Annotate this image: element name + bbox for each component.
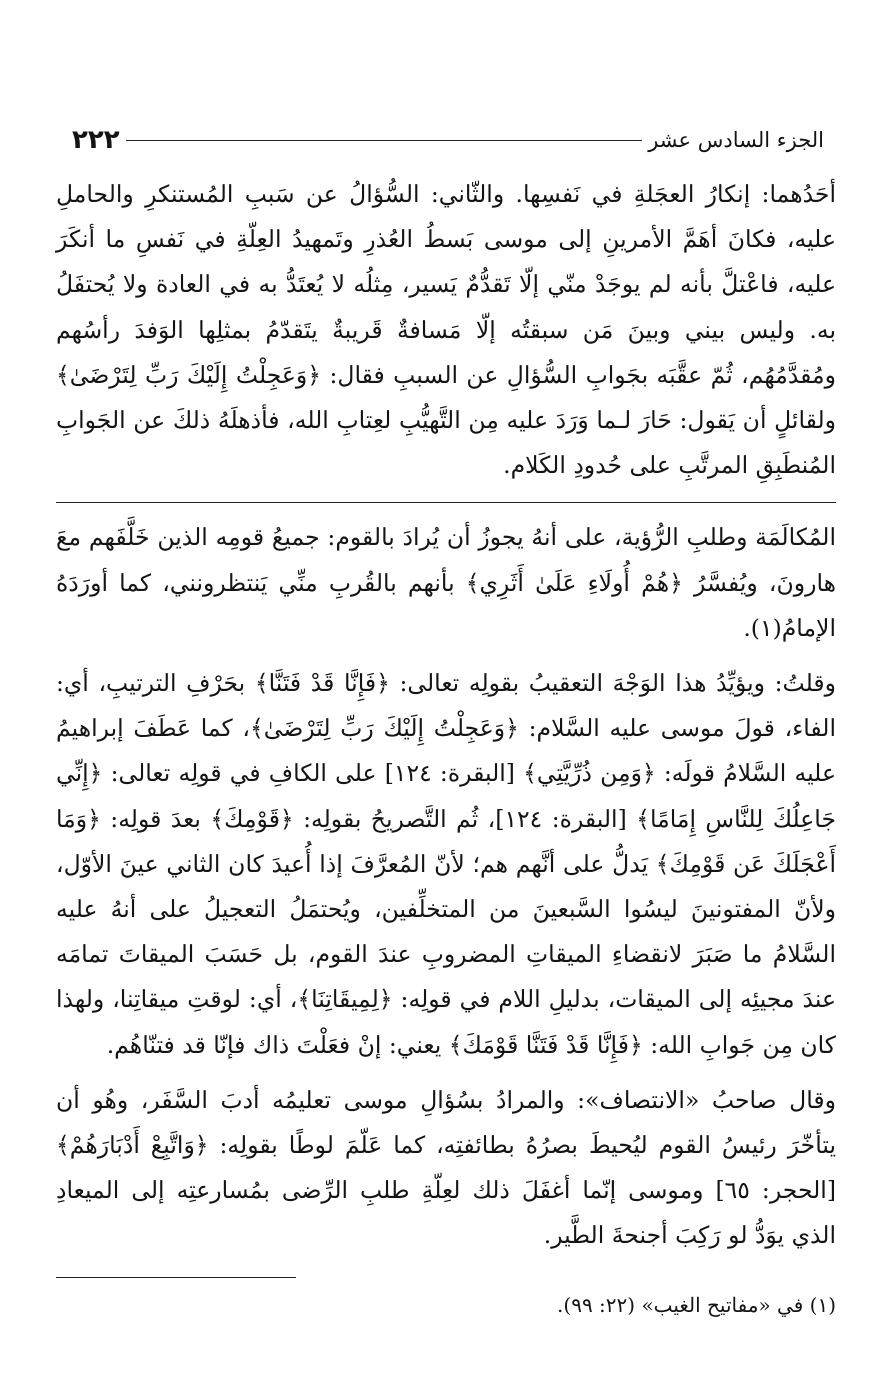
page-header [56, 118, 836, 162]
footnote: (١) في «مفاتيح الغيب» (٢٢: ٩٩). [557, 1292, 836, 1317]
running-title: الجزء السادس عشر [648, 128, 824, 152]
book-page [56, 118, 836, 1358]
commentary-paragraph-3: وقال صاحبُ «الانتصاف»: والمرادُ بسُؤالِ موسى تعليمُه أدبَ السَّفَر، وهُو أن يتأخّرَ رئيسُ القوم ليُحيطَ بصرُهُ بطائفتِه، كما عَلّمَ لوطًا بقولِه: ﴿وَاتَّبِعْ أَدْبَارَهُمْ﴾ [الحجر: ٦٥] وموسى إنّما أغفَلَ ذلك لعِلّةِ طلبِ الرِّضى بمُسارعتِه إلى الميعادِ الذي يوَدُّ لو رَكِبَ أجنحةَ الطَّير. [56, 1085, 836, 1250]
commentary-paragraph-1: المُكالَمَة وطلبِ الرُّؤية، على أنهُ يجوزُ أن يُرادَ بالقوم: جميعُ قومِه الذين خَلَّفَهم معَ هارونَ، ويُفسَّرُ ﴿هُمْ أُولَاءِ عَلَىٰ أَثَرِي﴾ بأنهم بالقُربِ منِّي يَنتظرونني، كما أورَدَهُ الإمامُ(١). [56, 523, 836, 642]
text-commentary-divider [56, 502, 836, 503]
header-rule [126, 140, 643, 141]
main-text-paragraph: أحَدُهما: إنكارُ العجَلةِ في نَفسِها. والثّاني: السُّؤالُ عن سَببِ المُستنكرِ والحاملِ عليه، فكانَ أهَمَّ الأمرينِ إلى موسى بَسطُ العُذرِ وتَمهيدُ العِلّةِ في نَفسِ ما أنكَرَ عليه، فاعْتلَّ بأنه لم يوجَدْ منّي إلّا تَقدُّمٌ يَسير، مِثلُه لا يُعتَدُّ به في العادة ولا يُحتفَلُ به. وليس بيني وبينَ مَن سبقتُه إلّا مَسافةٌ قَريبةٌ يتَقدّمُ بمثلِها الوَفدَ رأسُهم ومُقدَّمُهُم، ثُمّ عقَّبَه بجَوابِ السُّؤالِ عن السببِ فقال: ﴿وَعَجِلْتُ إِلَيْكَ رَبِّ لِتَرْضَىٰ﴾ ولقائلٍ أن يَقول: حَارَ لـما وَرَدَ عليه مِن التَّهيُّبِ لعِتابِ الله، فأذهلَهُ ذلكَ عن الجَوابِ المُنطَبِقِ المرتَّبِ على حُدودِ الكَلام. [56, 180, 836, 480]
commentary-paragraph-2: وقلتُ: ويؤيِّدُ هذا الوَجْهَ التعقيبُ بقولِه تعالى: ﴿فَإِنَّا قَدْ فَتَنَّا﴾ بحَرْفِ الترتيبِ، أي: الفاء، قولَ موسى عليه السَّلام: ﴿وَعَجِلْتُ إِلَيْكَ رَبِّ لِتَرْضَىٰ﴾، كما عَطَفَ إبراهيمُ عليه السَّلامُ قولَه: ﴿وَمِن ذُرِّيَّتِي﴾ [البقرة: ١٢٤] على الكافِ في قولِه تعالى: ﴿إِنِّي جَاعِلُكَ لِلنَّاسِ إِمَامًا﴾ [البقرة: ١٢٤]، ثُم التَّصريحُ بقولِه: ﴿قَوْمِكَ﴾ بعدَ قولِه: ﴿وَمَا أَعْجَلَكَ عَن قَوْمِكَ﴾ يَدلُّ على أنَّهم هم؛ لأنّ المُعرَّفَ إذا أُعيدَ كان الثاني عينَ الأوّل، ولأنّ المفتونينَ ليسُوا السَّبعينَ من المتخلِّفين، ويُحتمَلُ التعجيلُ على أنهُ عليه السَّلامُ ما صَبَرَ لانقضاءِ الميقاتِ المضروبِ عندَ القوم، بل حَسَبَ الميقاتَ تمامَه عندَ مجيئِه إلى الميقات، بدليلِ اللام في قولِه: ﴿لِمِيقَاتِنَا﴾، أي: لوقتِ ميقاتِنا، ولهذا كان مِن جَوابِ الله: ﴿فَإِنَّا قَدْ فَتَنَّا قَوْمَكَ﴾ يعني: إنْ فعَلْتَ ذاك فإنّا قد فتنّاهُم. [56, 669, 836, 1059]
footnote-rule [56, 1277, 296, 1278]
page-number: ٢٢٢ [72, 125, 120, 155]
